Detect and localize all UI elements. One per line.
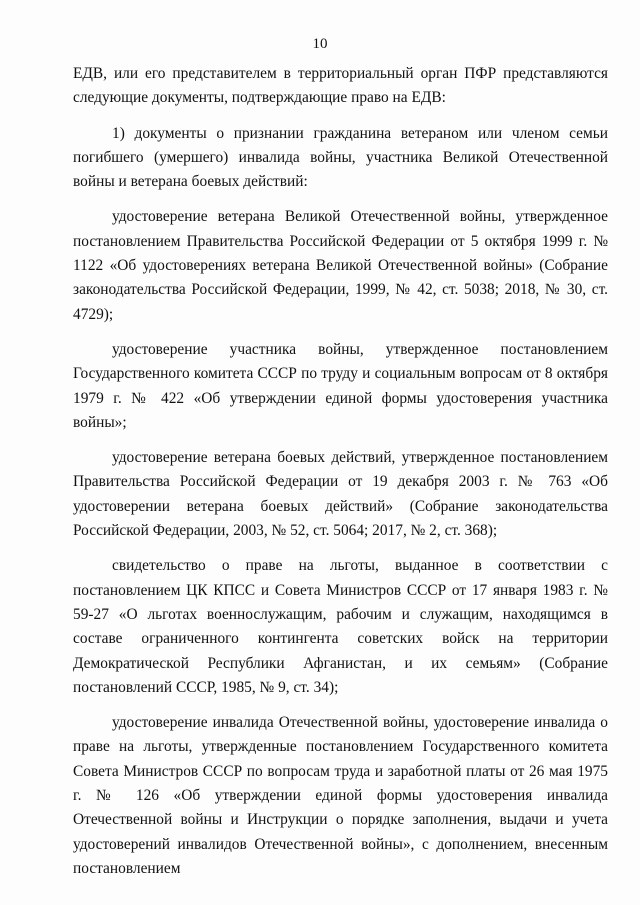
page-number: 10: [312, 36, 328, 52]
paragraph-war-participant-certificate: удостоверение участника войны, утвержденное постановлением Государственного комитета СССР по труду и социальным вопросам от 8 октября 1979 г. № 422 «Об утверждении единой формы удостоверения участника войны»;: [73, 340, 608, 431]
paragraph-edv-documents-intro: ЕДВ, или его представителем в территориальный орган ПФР представляются следующие документы, подтверждающие право на ЕДВ:: [73, 65, 608, 107]
paragraph-combat-veteran-certificate: удостоверение ветерана боевых действий, утвержденное постановлением Правительства Российской Федерации от 19 декабря 2003 г. № 763 «Об удостоверении ветерана боевых действий» (Собрание законодательства Российской Федерации, 2003, № 52, ст. 5064; 2017, № 2, ст. 368);: [73, 449, 608, 540]
paragraph-war-invalid-certificate: удостоверение инвалида Отечественной войны, удостоверение инвалида о праве на льготы, утвержденные постановлением Государственного комитета Совета Министров СССР по вопросам труда и заработной платы от 26 мая 1975 г. № 126 «Об утверждении единой формы удостоверения инвалида Отечественной войны и Инструкции о порядке заполнения, выдачи и учета удостоверений инвалидов Отечественной войны», с дополнением, внесенным постановлением: [73, 714, 608, 877]
paragraph-item-1-veteran-documents: 1) документы о признании гражданина ветераном или членом семьи погибшего (умершего) инвалида войны, участника Великой Отечественной войны и ветерана боевых действий:: [73, 124, 608, 191]
paragraph-wwii-veteran-certificate: удостоверение ветерана Великой Отечественной войны, утвержденное постановлением Правительства Российской Федерации от 5 октября 1999 г. № 1122 «Об удостоверениях ветерана Великой Отечественной войны» (Собрание законодательства Российской Федерации, 1999, № 42, ст. 5038; 2018, № 30, ст. 4729);: [73, 208, 608, 323]
paragraph-benefits-certificate-afghanistan: свидетельство о праве на льготы, выданное в соответствии с постановлением ЦК КПСС и Совета Министров СССР от 17 января 1983 г. № 59-27 «О льготах военнослужащим, рабочим и служащим, находящимся в составе ограниченного контингента советских войск на территории Демократической Республики Афганистан, и их семьям» (Собрание постановлений СССР, 1985, № 9, ст. 34);: [73, 557, 608, 696]
document-body: [73, 62, 608, 881]
